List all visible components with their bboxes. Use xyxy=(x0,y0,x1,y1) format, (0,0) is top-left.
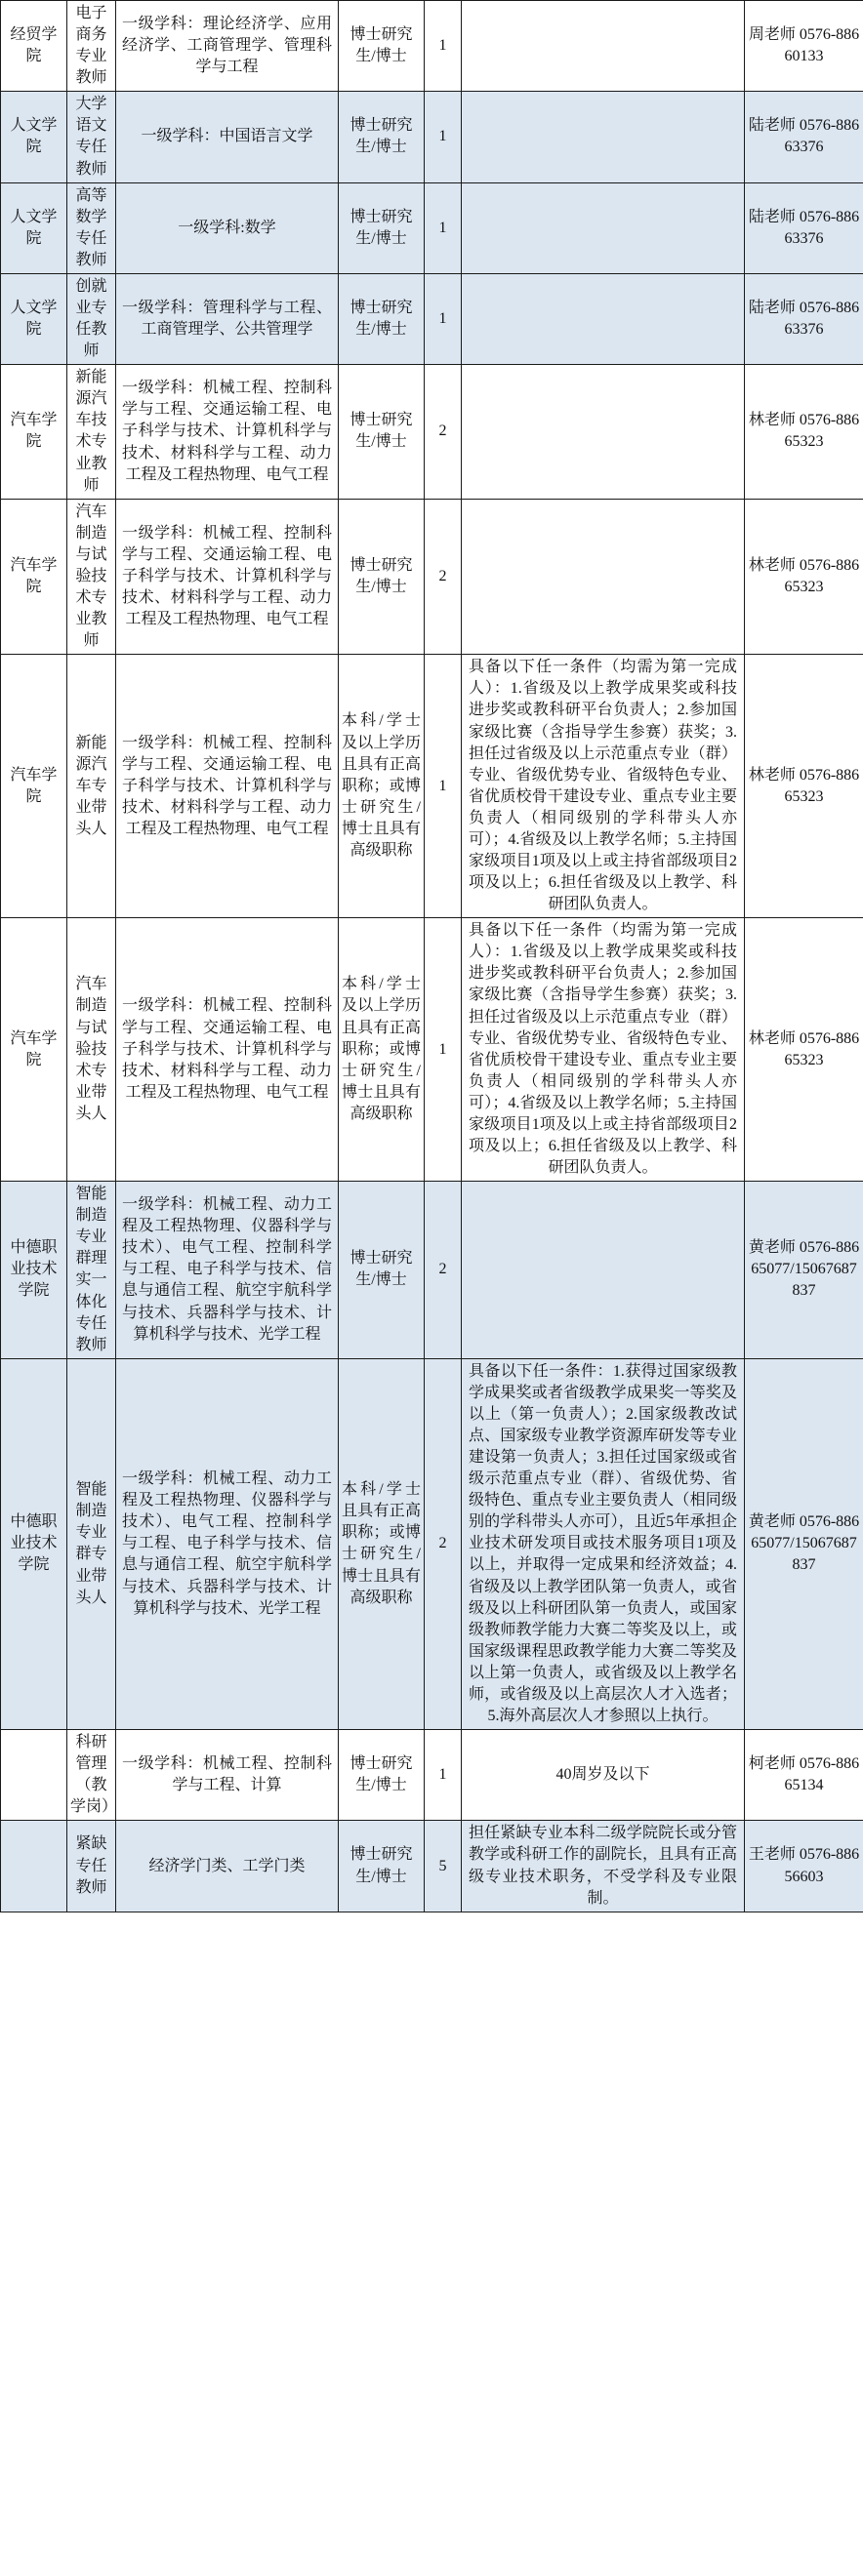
cell-college: 人文学院 xyxy=(1,182,67,273)
cell-requirements xyxy=(462,1,745,92)
cell-major: 一级学科：管理科学与工程、工商管理学、公共管理学 xyxy=(116,273,339,364)
cell-education: 本科/学士且具有正高职称；或博士研究生/博士且具有高级职称 xyxy=(339,1358,425,1729)
cell-major: 一级学科：机械工程、动力工程及工程热物理、仪器科学与技术）、电气工程、控制科学与工程、电子科学与技术、信息与通信工程、航空宇航科学与技术、兵器科学与技术、计算机科学与技术、光学工程 xyxy=(116,1182,339,1359)
table-row xyxy=(1,655,863,918)
cell-education: 本科/学士及以上学历且具有正高职称；或博士研究生/博士且具有高级职称 xyxy=(339,918,425,1182)
cell-education: 博士研究生/博士 xyxy=(339,365,425,499)
cell-major: 一级学科：机械工程、控制科学与工程、计算 xyxy=(116,1730,339,1821)
cell-education: 博士研究生/博士 xyxy=(339,1821,425,1912)
table-row xyxy=(1,1182,863,1359)
cell-education: 博士研究生/博士 xyxy=(339,1730,425,1821)
cell-college: 人文学院 xyxy=(1,92,67,182)
cell-requirements xyxy=(462,1182,745,1359)
cell-count: 1 xyxy=(425,655,462,918)
cell-count: 5 xyxy=(425,1821,462,1912)
cell-count: 2 xyxy=(425,1182,462,1359)
cell-contact: 黄老师 0576-88665077/15067687837 xyxy=(745,1182,863,1359)
cell-major: 一级学科：机械工程、控制科学与工程、交通运输工程、电子科学与技术、计算机科学与技术、材料科学与工程、动力工程及工程热物理、电气工程 xyxy=(116,655,339,918)
cell-education: 博士研究生/博士 xyxy=(339,499,425,655)
cell-college: 汽车学院 xyxy=(1,655,67,918)
table-row xyxy=(1,1358,863,1729)
cell-post: 新能源汽车技术专业教师 xyxy=(67,365,116,499)
cell-education: 博士研究生/博士 xyxy=(339,182,425,273)
cell-college xyxy=(1,1730,67,1821)
cell-education: 博士研究生/博士 xyxy=(339,1,425,92)
cell-education: 本科/学士及以上学历且具有正高职称；或博士研究生/博士且具有高级职称 xyxy=(339,655,425,918)
cell-post: 智能制造专业群专业带头人 xyxy=(67,1358,116,1729)
cell-post: 高等数学专任教师 xyxy=(67,182,116,273)
cell-post: 汽车制造与试验技术专业教师 xyxy=(67,499,116,655)
table-row xyxy=(1,92,863,182)
cell-count: 1 xyxy=(425,182,462,273)
cell-requirements: 具备以下任一条件（均需为第一完成人）：1.省级及以上教学成果奖或科技进步奖或教科研平台负责人；2.参加国家级比赛（含指导学生参赛）获奖；3.担任过省级及以上示范重点专业（群）专业、省级优势专业、省级特色专业、省优质校骨干建设专业、重点专业主要负责人（相同级别的学科带头人亦可）；4.省级及以上教学名师；5.主持国家级项目1项及以上或主持省部级项目2项及以上；6.担任省级及以上教学、科研团队负责人。 xyxy=(462,655,745,918)
cell-count: 2 xyxy=(425,1358,462,1729)
cell-contact: 王老师 0576-88656603 xyxy=(745,1821,863,1912)
table-row xyxy=(1,918,863,1182)
cell-post: 汽车制造与试验技术专业带头人 xyxy=(67,918,116,1182)
cell-post: 紧缺专任教师 xyxy=(67,1821,116,1912)
cell-requirements xyxy=(462,182,745,273)
cell-requirements xyxy=(462,92,745,182)
cell-college: 人文学院 xyxy=(1,273,67,364)
table-row xyxy=(1,1,863,92)
cell-major: 一级学科：中国语言文学 xyxy=(116,92,339,182)
cell-requirements: 具备以下任一条件（均需为第一完成人）：1.省级及以上教学成果奖或科技进步奖或教科研平台负责人；2.参加国家级比赛（含指导学生参赛）获奖；3.担任过省级及以上示范重点专业（群）专业、省级优势专业、省级特色专业、省优质校骨干建设专业、重点专业主要负责人（相同级别的学科带头人亦可）；4.省级及以上教学名师；5.主持国家级项目1项及以上或主持省部级项目2项及以上；6.担任省级及以上教学、科研团队负责人。 xyxy=(462,918,745,1182)
table-row xyxy=(1,499,863,655)
cell-major: 一级学科：机械工程、控制科学与工程、交通运输工程、电子科学与技术、计算机科学与技术、材料科学与工程、动力工程及工程热物理、电气工程 xyxy=(116,918,339,1182)
cell-requirements xyxy=(462,499,745,655)
cell-contact: 林老师 0576-88665323 xyxy=(745,918,863,1182)
cell-post: 大学语文专任教师 xyxy=(67,92,116,182)
cell-contact: 柯老师 0576-88665134 xyxy=(745,1730,863,1821)
cell-major: 一级学科：理论经济学、应用经济学、工商管理学、管理科学与工程 xyxy=(116,1,339,92)
cell-post: 科研管理（教学岗） xyxy=(67,1730,116,1821)
cell-count: 1 xyxy=(425,273,462,364)
cell-major: 一级学科：机械工程、控制科学与工程、交通运输工程、电子科学与技术、计算机科学与技术、材料科学与工程、动力工程及工程热物理、电气工程 xyxy=(116,365,339,499)
cell-major: 经济学门类、工学门类 xyxy=(116,1821,339,1912)
cell-contact: 陆老师 0576-88663376 xyxy=(745,273,863,364)
cell-education: 博士研究生/博士 xyxy=(339,273,425,364)
cell-post: 电子商务专业教师 xyxy=(67,1,116,92)
table-row xyxy=(1,182,863,273)
cell-contact: 陆老师 0576-88663376 xyxy=(745,182,863,273)
cell-requirements xyxy=(462,273,745,364)
cell-college xyxy=(1,1821,67,1912)
cell-count: 1 xyxy=(425,92,462,182)
cell-contact: 黄老师 0576-88665077/15067687837 xyxy=(745,1358,863,1729)
table-row xyxy=(1,1730,863,1821)
cell-education: 博士研究生/博士 xyxy=(339,92,425,182)
table-body xyxy=(1,1,863,1912)
cell-college: 汽车学院 xyxy=(1,365,67,499)
cell-count: 2 xyxy=(425,365,462,499)
cell-count: 2 xyxy=(425,499,462,655)
cell-contact: 林老师 0576-88665323 xyxy=(745,499,863,655)
cell-college: 中德职业技术学院 xyxy=(1,1358,67,1729)
cell-requirements xyxy=(462,365,745,499)
cell-post: 智能制造专业群理实一体化专任教师 xyxy=(67,1182,116,1359)
cell-major: 一级学科:数学 xyxy=(116,182,339,273)
cell-count: 1 xyxy=(425,1,462,92)
cell-college: 汽车学院 xyxy=(1,918,67,1182)
table-row xyxy=(1,273,863,364)
cell-major: 一级学科：机械工程、控制科学与工程、交通运输工程、电子科学与技术、计算机科学与技术、材料科学与工程、动力工程及工程热物理、电气工程 xyxy=(116,499,339,655)
cell-count: 1 xyxy=(425,918,462,1182)
cell-contact: 林老师 0576-88665323 xyxy=(745,655,863,918)
cell-college: 经贸学院 xyxy=(1,1,67,92)
table-row xyxy=(1,365,863,499)
cell-contact: 周老师 0576-88660133 xyxy=(745,1,863,92)
cell-requirements: 40周岁及以下 xyxy=(462,1730,745,1821)
cell-count: 1 xyxy=(425,1730,462,1821)
cell-education: 博士研究生/博士 xyxy=(339,1182,425,1359)
cell-contact: 林老师 0576-88665323 xyxy=(745,365,863,499)
cell-post: 创就业专任教师 xyxy=(67,273,116,364)
cell-contact: 陆老师 0576-88663376 xyxy=(745,92,863,182)
cell-college: 中德职业技术学院 xyxy=(1,1182,67,1359)
table-row xyxy=(1,1821,863,1912)
cell-requirements: 具备以下任一条件：1.获得过国家级教学成果奖或者省级教学成果奖一等奖及以上（第一负责人）；2.国家级教改试点、国家级专业教学资源库研发等专业建设第一负责人；3.担任过国家级或省级示范重点专业（群）、省级优势、省级特色、重点专业主要负责人（相同级别的学科带头人亦可），且近5年承担企业技术研发项目或技术服务项目1项及以上，并取得一定成果和经济效益；4.省级及以上教学团队第一负责人，或省级及以上科研团队第一负责人，或国家级教师教学能力大赛二等奖及以上，或国家级课程思政教学能力大赛二等奖及以上第一负责人，或省级及以上教学名师，或省级及以上高层次人才入选者；5.海外高层次人才参照以上执行。 xyxy=(462,1358,745,1729)
cell-post: 新能源汽车专业带头人 xyxy=(67,655,116,918)
cell-major: 一级学科：机械工程、动力工程及工程热物理、仪器科学与技术）、电气工程、控制科学与工程、电子科学与技术、信息与通信工程、航空宇航科学与技术、兵器科学与技术、计算机科学与技术、光学工程 xyxy=(116,1358,339,1729)
cell-college: 汽车学院 xyxy=(1,499,67,655)
cell-requirements: 担任紧缺专业本科二级学院院长或分管教学或科研工作的副院长，且具有正高级专业技术职务，不受学科及专业限制。 xyxy=(462,1821,745,1912)
